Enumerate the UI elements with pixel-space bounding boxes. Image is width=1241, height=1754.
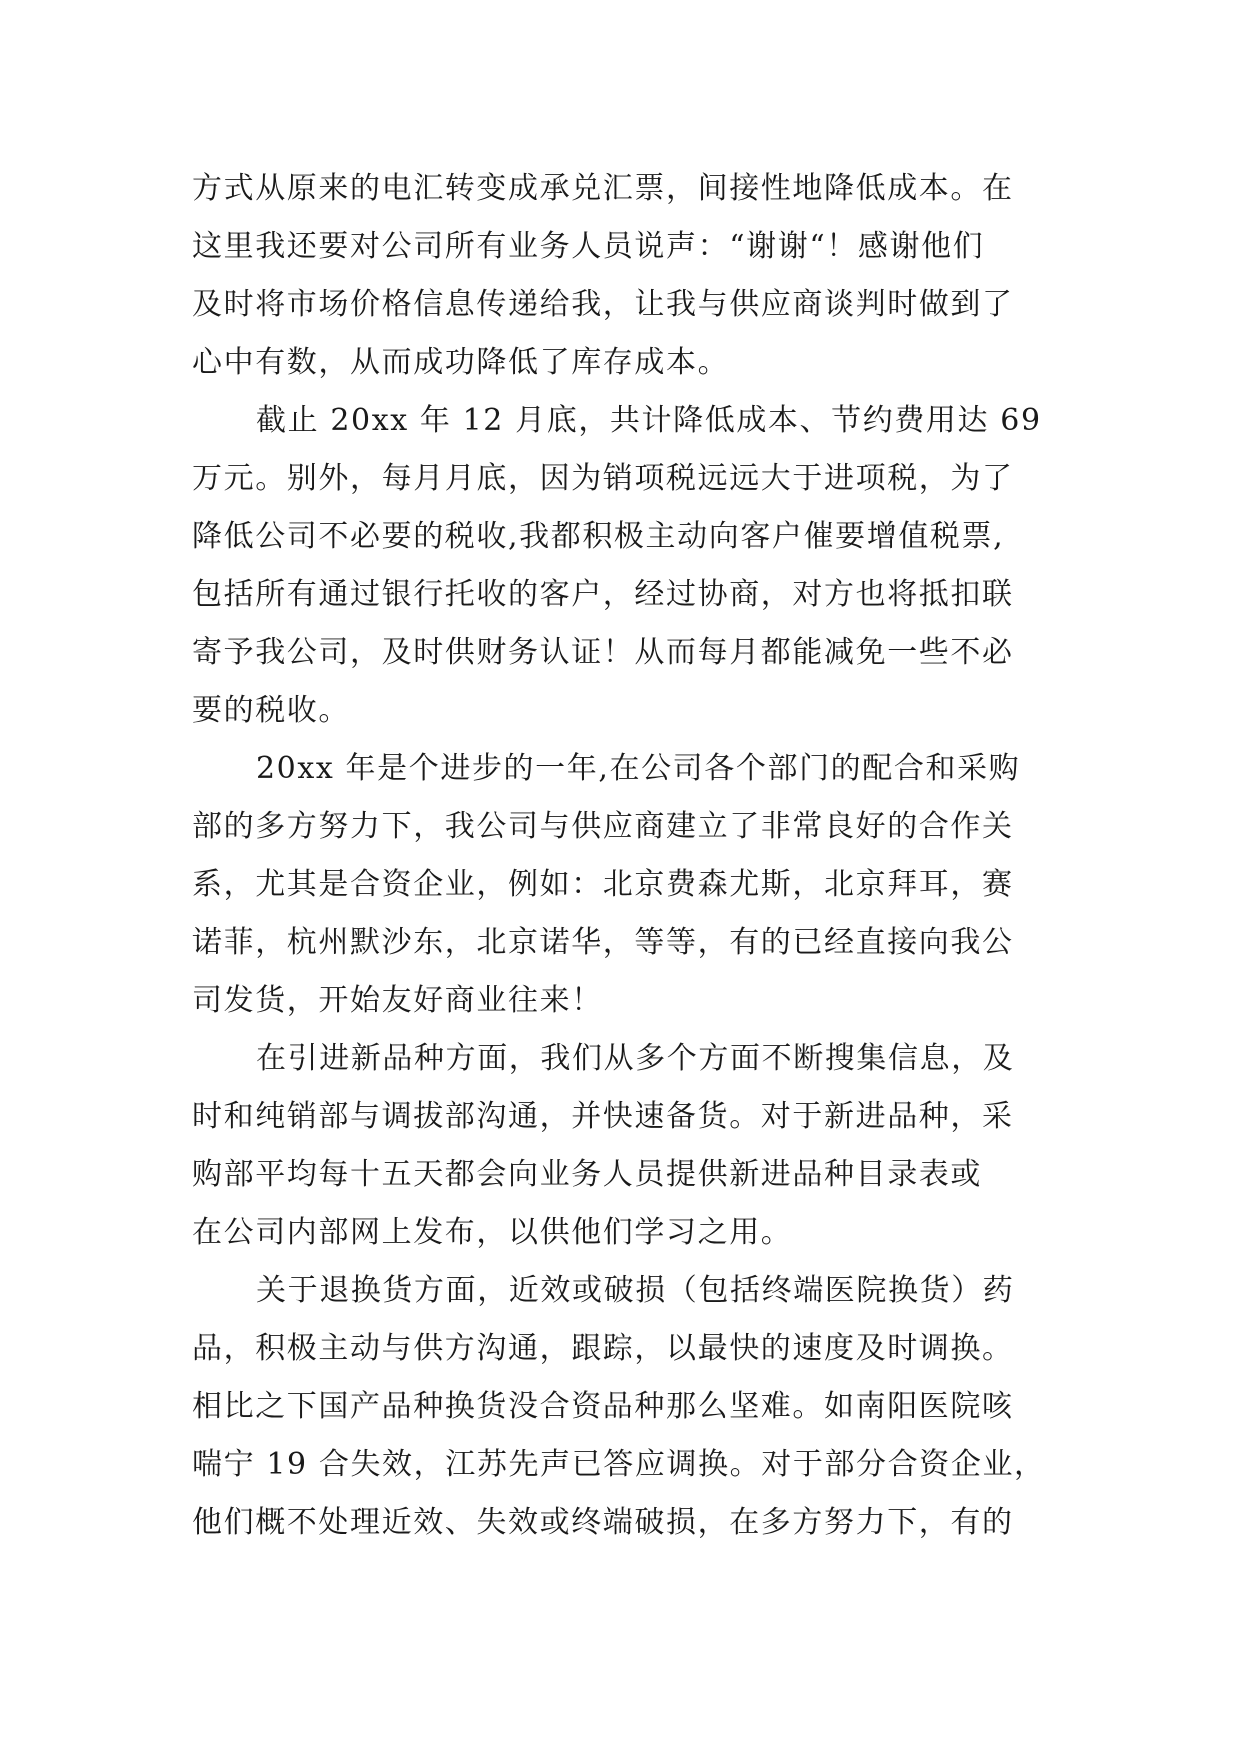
text-line: 时和纯销部与调拔部沟通，并快速备货。对于新进品种，采 — [192, 1099, 1014, 1134]
text-line: 包括所有通过银行托收的客户，经过协商，对方也将抵扣联 — [192, 577, 1014, 612]
text-line: 司发货，开始友好商业往来！ — [192, 983, 603, 1018]
paragraph-first-line: 在引进新品种方面，我们从多个方面不断搜集信息，及 — [256, 1041, 1015, 1076]
text-line: 这里我还要对公司所有业务人员说声：“谢谢“！感谢他们 — [192, 229, 985, 264]
paragraph-first-line: 20xx 年是个进步的一年,在公司各个部门的配合和采购 — [256, 751, 1021, 786]
text-line: 购部平均每十五天都会向业务人员提供新进品种目录表或 — [192, 1157, 982, 1192]
text-line: 部的多方努力下，我公司与供应商建立了非常良好的合作关 — [192, 809, 1014, 844]
text-line: 万元。别外，每月月底，因为销项税远远大于进项税，为了 — [192, 461, 1014, 496]
paragraph-first-line: 截止 20xx 年 12 月底，共计降低成本、节约费用达 69 — [256, 403, 1042, 438]
text-line: 方式从原来的电汇转变成承兑汇票，间接性地降低成本。在 — [192, 171, 1014, 206]
text-line: 及时将市场价格信息传递给我，让我与供应商谈判时做到了 — [192, 287, 1014, 322]
text-line: 相比之下国产品种换货没合资品种那么坚难。如南阳医院咳 — [192, 1389, 1014, 1424]
body-text — [192, 160, 1062, 1552]
text-line: 喘宁 19 合失效，江苏先声已答应调换。对于部分合资企业， — [192, 1447, 1046, 1482]
text-line: 品，积极主动与供方沟通，跟踪，以最快的速度及时调换。 — [192, 1331, 1014, 1366]
text-line: 在公司内部网上发布，以供他们学习之用。 — [192, 1215, 793, 1250]
text-line: 心中有数，从而成功降低了库存成本。 — [192, 345, 730, 380]
text-line: 诺菲，杭州默沙东，北京诺华，等等，有的已经直接向我公 — [192, 925, 1014, 960]
paragraph-first-line: 关于退换货方面，近效或破损（包括终端医院换货）药 — [256, 1273, 1015, 1308]
text-line: 降低公司不必要的税收,我都积极主动向客户催要增值税票, — [192, 519, 1005, 554]
text-line: 要的税收。 — [192, 693, 350, 728]
text-line: 他们概不处理近效、失效或终端破损，在多方努力下，有的 — [192, 1505, 1014, 1540]
text-line: 系，尤其是合资企业，例如：北京费森尤斯，北京拜耳，赛 — [192, 867, 1014, 902]
text-line: 寄予我公司，及时供财务认证！从而每月都能减免一些不必 — [192, 635, 1014, 670]
